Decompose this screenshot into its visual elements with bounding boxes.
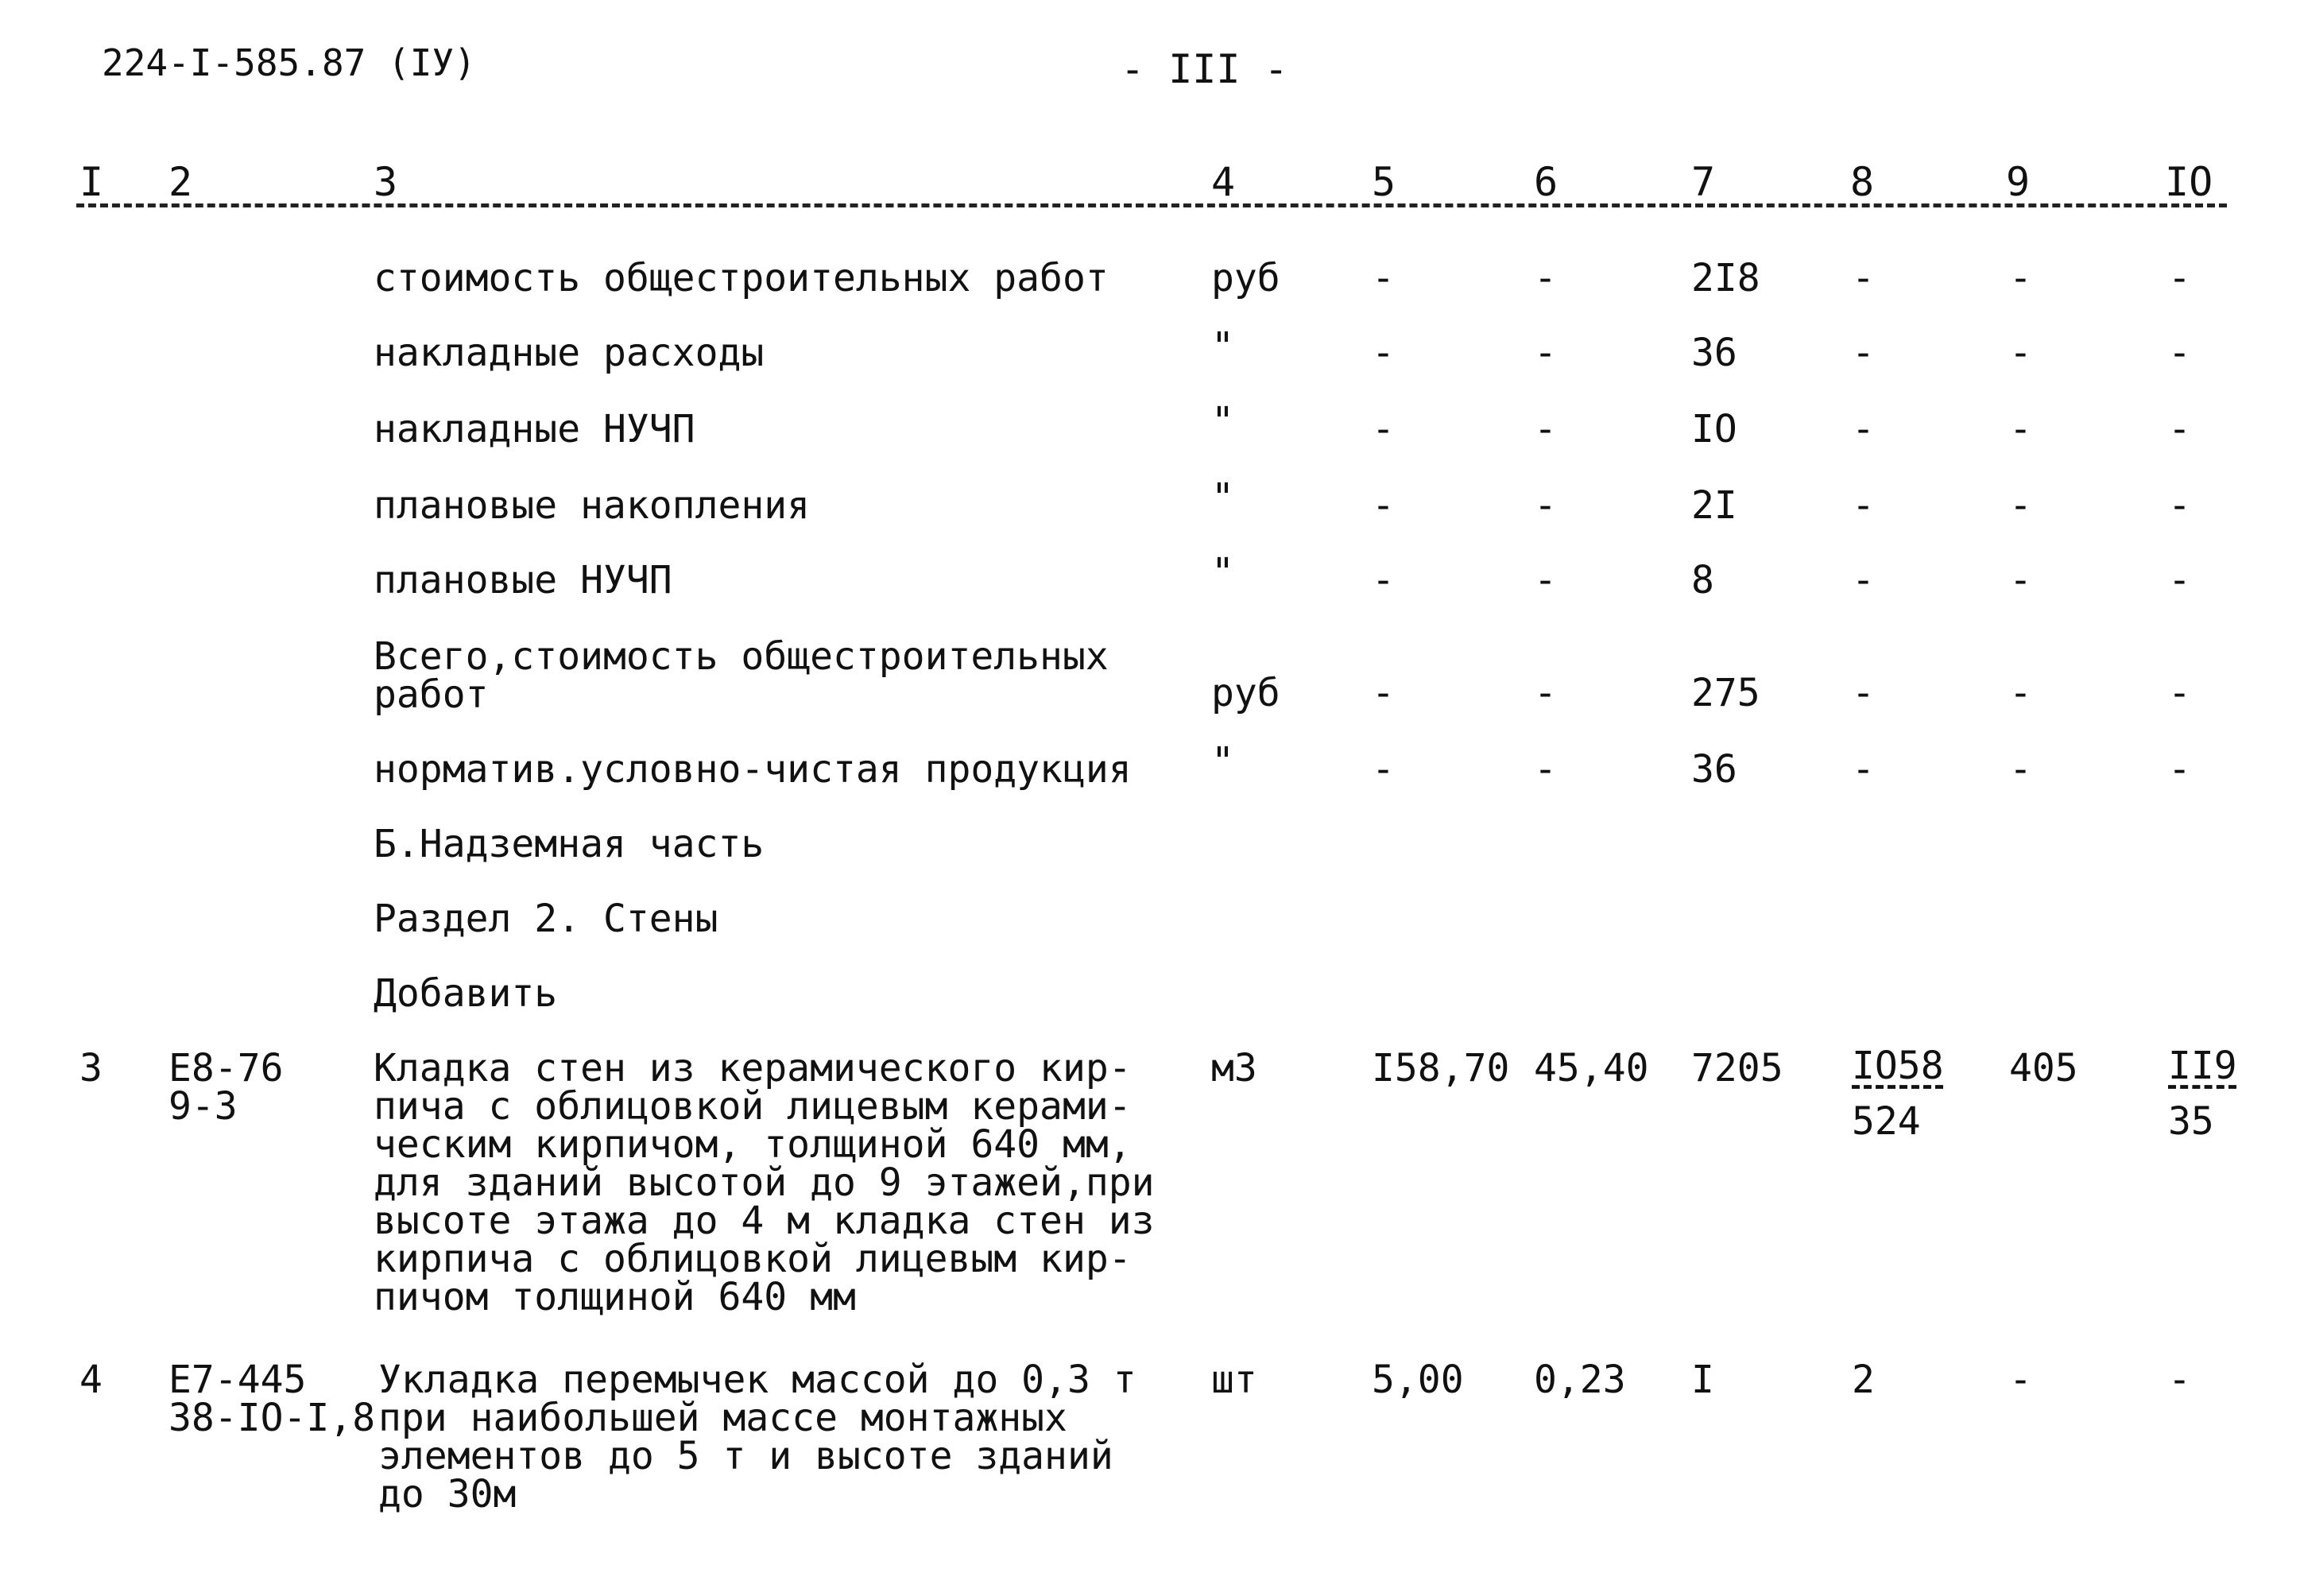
column-header-10: IO xyxy=(2165,159,2213,205)
column-header-7: 7 xyxy=(1691,159,1716,205)
page-number: - III - xyxy=(1121,46,1288,92)
cost-col7: 8 xyxy=(1691,558,1714,602)
cost-col7: 2I8 xyxy=(1691,256,1760,300)
cost-col6: - xyxy=(1534,407,1557,451)
item-code: Е7-445 38-IO-I,8 xyxy=(168,1358,376,1440)
cost-col9: - xyxy=(2009,256,2032,300)
cost-col8: - xyxy=(1852,256,1875,300)
cost-col8: - xyxy=(1852,747,1875,792)
item-number: 4 xyxy=(79,1358,103,1402)
cost-col5: - xyxy=(1372,747,1395,792)
section-heading-add: Добавить xyxy=(374,971,558,1016)
cost-col5: - xyxy=(1372,256,1395,300)
item-col5: 5,00 xyxy=(1372,1358,1464,1402)
cost-name: норматив.условно-чистая продукция xyxy=(374,747,1132,792)
cost-col9: - xyxy=(2009,331,2032,375)
column-header-4: 4 xyxy=(1211,159,1236,205)
cost-col10: - xyxy=(2168,256,2191,300)
item-col10-fraction xyxy=(2168,1038,2237,1149)
item-col7: I xyxy=(1691,1358,1714,1402)
cost-name: накладные расходы xyxy=(374,331,765,375)
item-col10-numerator: II9 xyxy=(2168,1044,2237,1088)
item-col6: 0,23 xyxy=(1534,1358,1626,1402)
item-col10: - xyxy=(2168,1358,2191,1402)
cost-col9: - xyxy=(2009,671,2032,715)
cost-col9: - xyxy=(2009,483,2032,528)
cost-col9: - xyxy=(2009,747,2032,792)
item-col8-fraction xyxy=(1852,1038,1944,1149)
item-col8: 2 xyxy=(1852,1358,1875,1402)
cost-unit: " xyxy=(1211,475,1234,520)
cost-col9: - xyxy=(2009,407,2032,451)
item-number: 3 xyxy=(79,1046,103,1090)
cost-name: стоимость общестроительных работ xyxy=(374,256,1109,300)
cost-name: накладные НУЧП xyxy=(374,407,695,451)
cost-col5: - xyxy=(1372,331,1395,375)
cost-col8: - xyxy=(1852,483,1875,528)
cost-unit: " xyxy=(1211,399,1234,444)
cost-col8: - xyxy=(1852,407,1875,451)
item-col6: 45,40 xyxy=(1534,1046,1649,1090)
cost-col10: - xyxy=(2168,747,2191,792)
cost-col10: - xyxy=(2168,558,2191,602)
cost-col7: 2I xyxy=(1691,483,1737,528)
item-col10-denominator: 35 xyxy=(2168,1099,2214,1144)
item-col8-denominator: 524 xyxy=(1852,1099,1921,1144)
cost-col8: - xyxy=(1852,331,1875,375)
cost-col7: 36 xyxy=(1691,331,1737,375)
cost-col6: - xyxy=(1534,671,1557,715)
item-unit: шт xyxy=(1211,1358,1257,1402)
cost-col5: - xyxy=(1372,483,1395,528)
cost-unit: " xyxy=(1211,324,1234,369)
cost-col5: - xyxy=(1372,558,1395,602)
cost-col10: - xyxy=(2168,671,2191,715)
cost-col6: - xyxy=(1534,256,1557,300)
cost-unit: " xyxy=(1211,739,1234,784)
column-header-8: 8 xyxy=(1850,159,1875,205)
document-code: 224-I-585.87 (IУ) xyxy=(102,41,476,84)
cost-col10: - xyxy=(2168,407,2191,451)
section-heading-walls: Раздел 2. Стены xyxy=(374,897,718,941)
item-col7: 7205 xyxy=(1691,1046,1783,1090)
cost-col6: - xyxy=(1534,747,1557,792)
item-code: Е8-76 9-3 xyxy=(168,1046,284,1129)
item-unit: м3 xyxy=(1211,1046,1257,1090)
cost-col6: - xyxy=(1534,483,1557,528)
item-col9: - xyxy=(2009,1358,2032,1402)
cost-unit: руб xyxy=(1211,671,1280,715)
column-header-3: 3 xyxy=(374,159,398,205)
column-header-2: 2 xyxy=(168,159,193,205)
cost-name: Всего,стоимость общестроительных работ xyxy=(374,634,1109,717)
item-description: Кладка стен из керамического кир- пича с облицовкой лицевым керами- ческим кирпичом, толщиной 640 мм, для зданий высотой до 9 этажей,при высоте этажа до 4 м кладка стен из кирпича с облицовкой лицевым кир- пичом толщиной 640 мм xyxy=(374,1046,1155,1319)
column-header-5: 5 xyxy=(1372,159,1396,205)
cost-col7: IO xyxy=(1691,407,1737,451)
item-col9: 405 xyxy=(2009,1046,2078,1090)
item-description: Укладка перемычек массой до 0,3 т при наибольшей массе монтажных элементов до 5 т и высоте зданий до 30м xyxy=(378,1358,1136,1517)
item-col8-numerator: IO58 xyxy=(1852,1044,1944,1088)
cost-col7: 275 xyxy=(1691,671,1760,715)
header-dashed-rule xyxy=(76,203,2227,207)
cost-col9: - xyxy=(2009,558,2032,602)
cost-col5: - xyxy=(1372,407,1395,451)
cost-col10: - xyxy=(2168,331,2191,375)
cost-col10: - xyxy=(2168,483,2191,528)
cost-name: плановые накопления xyxy=(374,483,811,528)
item-col5: I58,70 xyxy=(1372,1046,1510,1090)
cost-unit: руб xyxy=(1211,256,1280,300)
cost-col8: - xyxy=(1852,671,1875,715)
column-header-9: 9 xyxy=(2006,159,2031,205)
cost-col6: - xyxy=(1534,331,1557,375)
section-heading-above-ground: Б.Надземная часть xyxy=(374,822,765,866)
column-header-1: I xyxy=(79,159,104,205)
cost-name: плановые НУЧП xyxy=(374,558,672,602)
cost-col6: - xyxy=(1534,558,1557,602)
cost-col5: - xyxy=(1372,671,1395,715)
cost-col7: 36 xyxy=(1691,747,1737,792)
cost-col8: - xyxy=(1852,558,1875,602)
column-header-6: 6 xyxy=(1534,159,1559,205)
cost-unit: " xyxy=(1211,550,1234,595)
